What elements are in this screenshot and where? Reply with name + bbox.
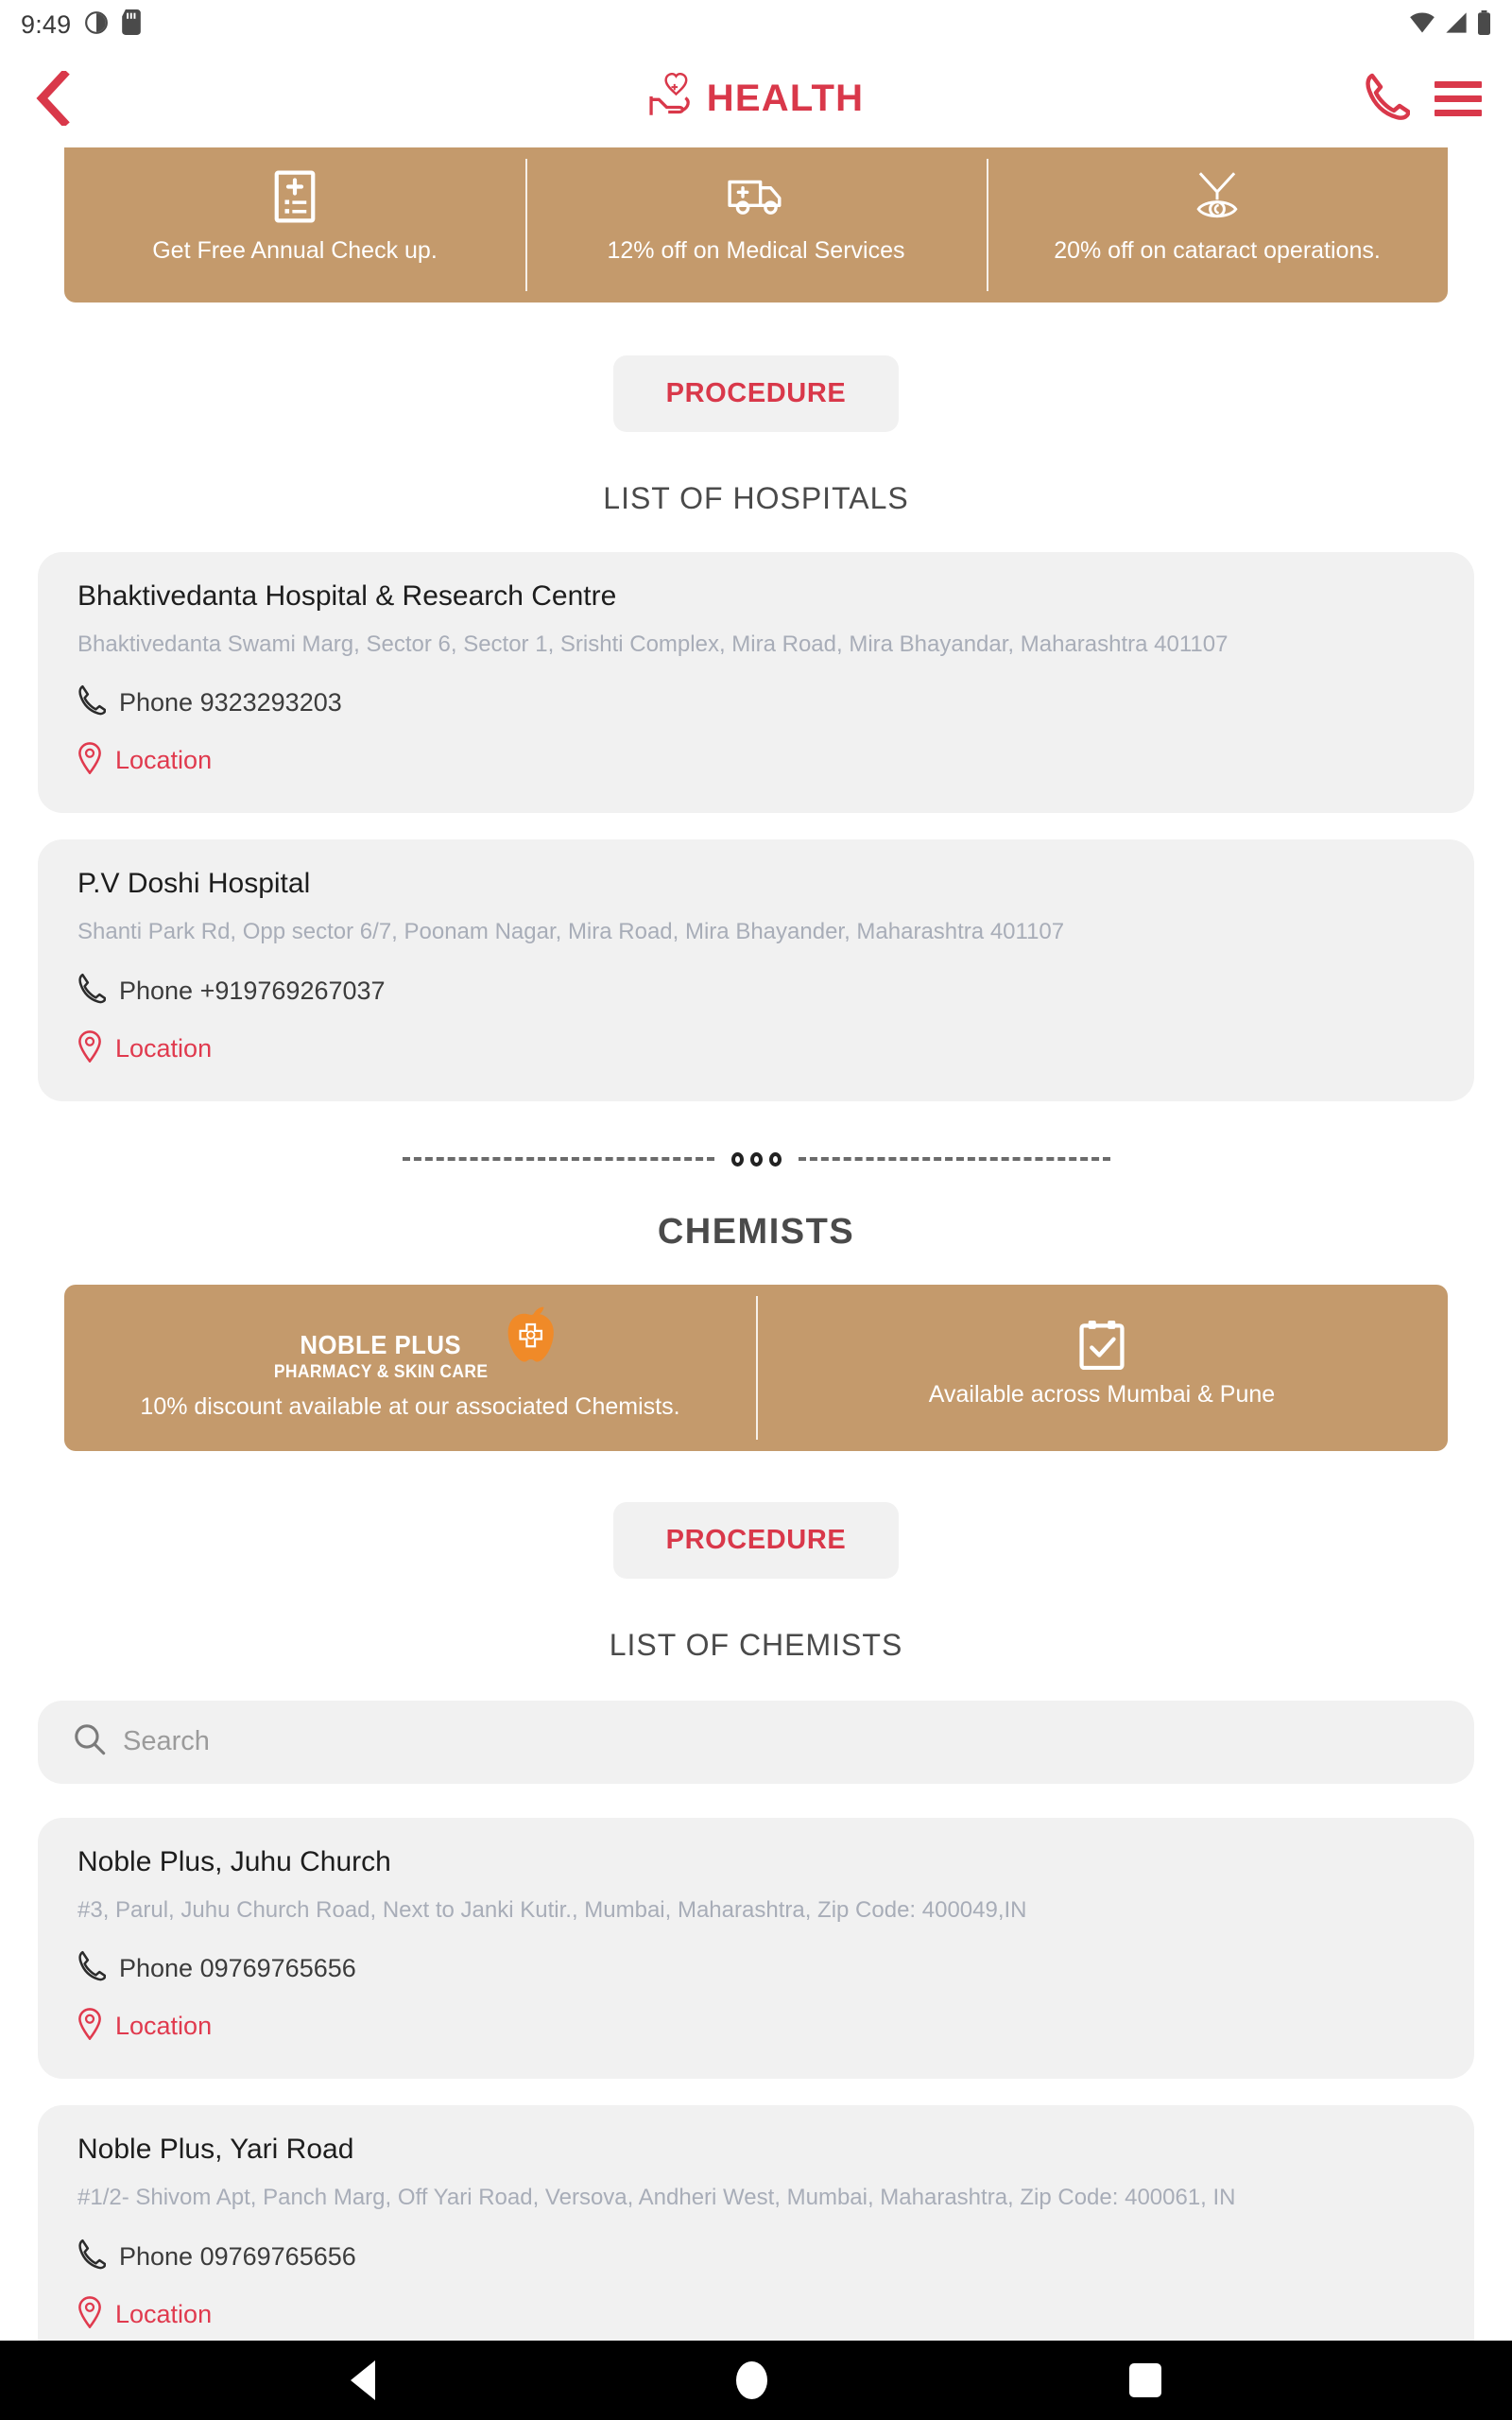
apple-cross-icon — [503, 1306, 556, 1370]
noble-plus-title: NOBLE PLUS — [300, 1329, 462, 1359]
chemist-search-box[interactable] — [38, 1701, 1474, 1784]
phone-icon — [77, 684, 106, 721]
hospital-phone-row[interactable] — [77, 973, 1435, 1010]
chemist-location-link[interactable] — [77, 2008, 1435, 2045]
divider-dots — [731, 1152, 782, 1167]
phone-icon[interactable] — [1365, 72, 1410, 126]
chemists-heading: CHEMISTS — [657, 1211, 855, 1252]
hospital-location-link[interactable] — [77, 742, 1435, 779]
hospital-location-label: Location — [115, 1033, 213, 1063]
back-triangle-icon — [351, 2360, 375, 2400]
ambulance-icon — [727, 170, 785, 223]
chemist-offer-availability[interactable] — [756, 1285, 1448, 1451]
chemist-address: #3, Parul, Juhu Church Road, Next to Janki Kutir., Mumbai, Maharashtra, Zip Code: 400049,IN — [77, 1896, 1027, 1923]
search-input[interactable] — [123, 1726, 1438, 1757]
noble-plus-wordmark — [265, 1329, 497, 1383]
divider-dash-left — [403, 1157, 714, 1161]
status-time: 9:49 — [21, 9, 72, 39]
chemist-location-label: Location — [115, 2299, 213, 2328]
offer-text: Get Free Annual Check up. — [152, 237, 438, 265]
offer-item-annual-checkup[interactable] — [64, 147, 525, 302]
offer-text: 12% off on Medical Services — [607, 237, 905, 265]
search-icon — [74, 1723, 106, 1760]
chemist-address: #1/2- Shivom Apt, Panch Marg, Off Yari Road, Versova, Andheri West, Mumbai, Maharashtra, Zip Code: 400061, IN — [77, 2185, 1236, 2211]
hospital-procedure-button[interactable]: PROCEDURE — [613, 355, 900, 432]
battery-icon — [1477, 10, 1491, 40]
chemist-procedure-button[interactable]: PROCEDURE — [613, 1502, 900, 1579]
location-pin-icon — [77, 2008, 102, 2045]
do-not-disturb-icon — [84, 10, 109, 40]
hospital-address: Shanti Park Rd, Opp sector 6/7, Poonam Nagar, Mira Road, Mira Bhayander, Maharashtra 401107 — [77, 919, 1065, 945]
chemist-phone-row[interactable] — [77, 2238, 1435, 2275]
sd-card-icon — [122, 9, 141, 40]
hospital-offers-banner — [64, 147, 1448, 302]
hospital-phone: Phone +919769267037 — [119, 976, 386, 1005]
home-circle-icon — [736, 2361, 767, 2399]
wifi-icon — [1409, 11, 1435, 39]
location-pin-icon — [77, 2296, 102, 2333]
phone-icon — [77, 1950, 106, 1987]
hospital-name: P.V Doshi Hospital — [77, 868, 311, 900]
hospital-location-link[interactable] — [77, 1030, 1435, 1067]
offer-item-medical-services[interactable] — [525, 147, 987, 302]
chemist-procedure-wrap — [0, 1502, 1512, 1579]
signal-icon — [1444, 11, 1469, 39]
offer-text: 20% off on cataract operations. — [1054, 237, 1381, 265]
chemist-offer-discount[interactable] — [64, 1285, 756, 1451]
chemist-phone: Phone 09769765656 — [119, 1954, 356, 1983]
hospital-address: Bhaktivedanta Swami Marg, Sector 6, Sector 1, Srishti Complex, Mira Road, Mira Bhayandar, Maharashtra 401107 — [77, 631, 1228, 657]
location-pin-icon — [77, 742, 102, 779]
hospital-card[interactable] — [38, 552, 1474, 813]
chemist-card[interactable] — [38, 1818, 1474, 2079]
chevron-left-icon — [34, 71, 72, 126]
chemist-discount-text: 10% discount available at our associated Chemists. — [140, 1392, 680, 1420]
recents-square-icon — [1129, 2363, 1161, 2397]
hospitals-section-title: LIST OF HOSPITALS — [603, 481, 909, 515]
calendar-check-icon — [1078, 1318, 1125, 1371]
phone-icon — [77, 2238, 106, 2275]
status-bar-left — [21, 9, 141, 40]
eye-care-icon — [1192, 170, 1243, 223]
hand-heart-icon — [648, 73, 701, 125]
hospital-phone: Phone 9323293203 — [119, 688, 342, 717]
chemist-location-link[interactable] — [77, 2296, 1435, 2333]
chemists-section-title: LIST OF CHEMISTS — [609, 1627, 903, 1662]
clipboard-plus-icon — [272, 170, 318, 223]
noble-plus-subtitle: PHARMACY & SKIN CARE — [273, 1361, 489, 1382]
chemist-phone: Phone 09769765656 — [119, 2241, 356, 2271]
chemist-location-label: Location — [115, 2012, 213, 2041]
app-header — [0, 49, 1512, 147]
chemist-phone-row[interactable] — [77, 1950, 1435, 1987]
menu-line — [1435, 81, 1482, 88]
menu-line — [1435, 110, 1482, 116]
chemists-banner — [64, 1285, 1448, 1451]
android-nav-bar — [0, 2341, 1512, 2420]
chemist-name: Noble Plus, Yari Road — [77, 2134, 354, 2166]
offer-item-cataract[interactable] — [987, 147, 1448, 302]
hospital-name: Bhaktivedanta Hospital & Research Centre — [77, 580, 617, 612]
app-brand — [648, 73, 864, 125]
scroll-content[interactable] — [0, 147, 1512, 2341]
hamburger-menu-icon[interactable] — [1435, 81, 1482, 116]
hospital-phone-row[interactable] — [77, 684, 1435, 721]
section-divider — [0, 1152, 1512, 1167]
nav-back-button[interactable] — [351, 2360, 375, 2400]
noble-plus-logo — [265, 1306, 556, 1383]
status-bar — [0, 0, 1512, 49]
chemist-card[interactable] — [38, 2105, 1474, 2341]
nav-recents-button[interactable] — [1129, 2363, 1161, 2397]
status-bar-right — [1409, 10, 1491, 40]
nav-home-button[interactable] — [736, 2361, 767, 2399]
header-actions — [1365, 72, 1482, 126]
page-title: HEALTH — [706, 77, 865, 119]
phone-icon — [77, 973, 106, 1010]
hospital-procedure-wrap — [0, 355, 1512, 432]
chemist-availability-text: Available across Mumbai & Pune — [928, 1381, 1276, 1409]
menu-line — [1435, 95, 1482, 102]
hospital-location-label: Location — [115, 746, 213, 775]
hospital-card[interactable] — [38, 839, 1474, 1100]
back-button[interactable] — [34, 71, 72, 126]
chemist-name: Noble Plus, Juhu Church — [77, 1845, 391, 1877]
divider-dash-right — [799, 1157, 1110, 1161]
location-pin-icon — [77, 1030, 102, 1067]
